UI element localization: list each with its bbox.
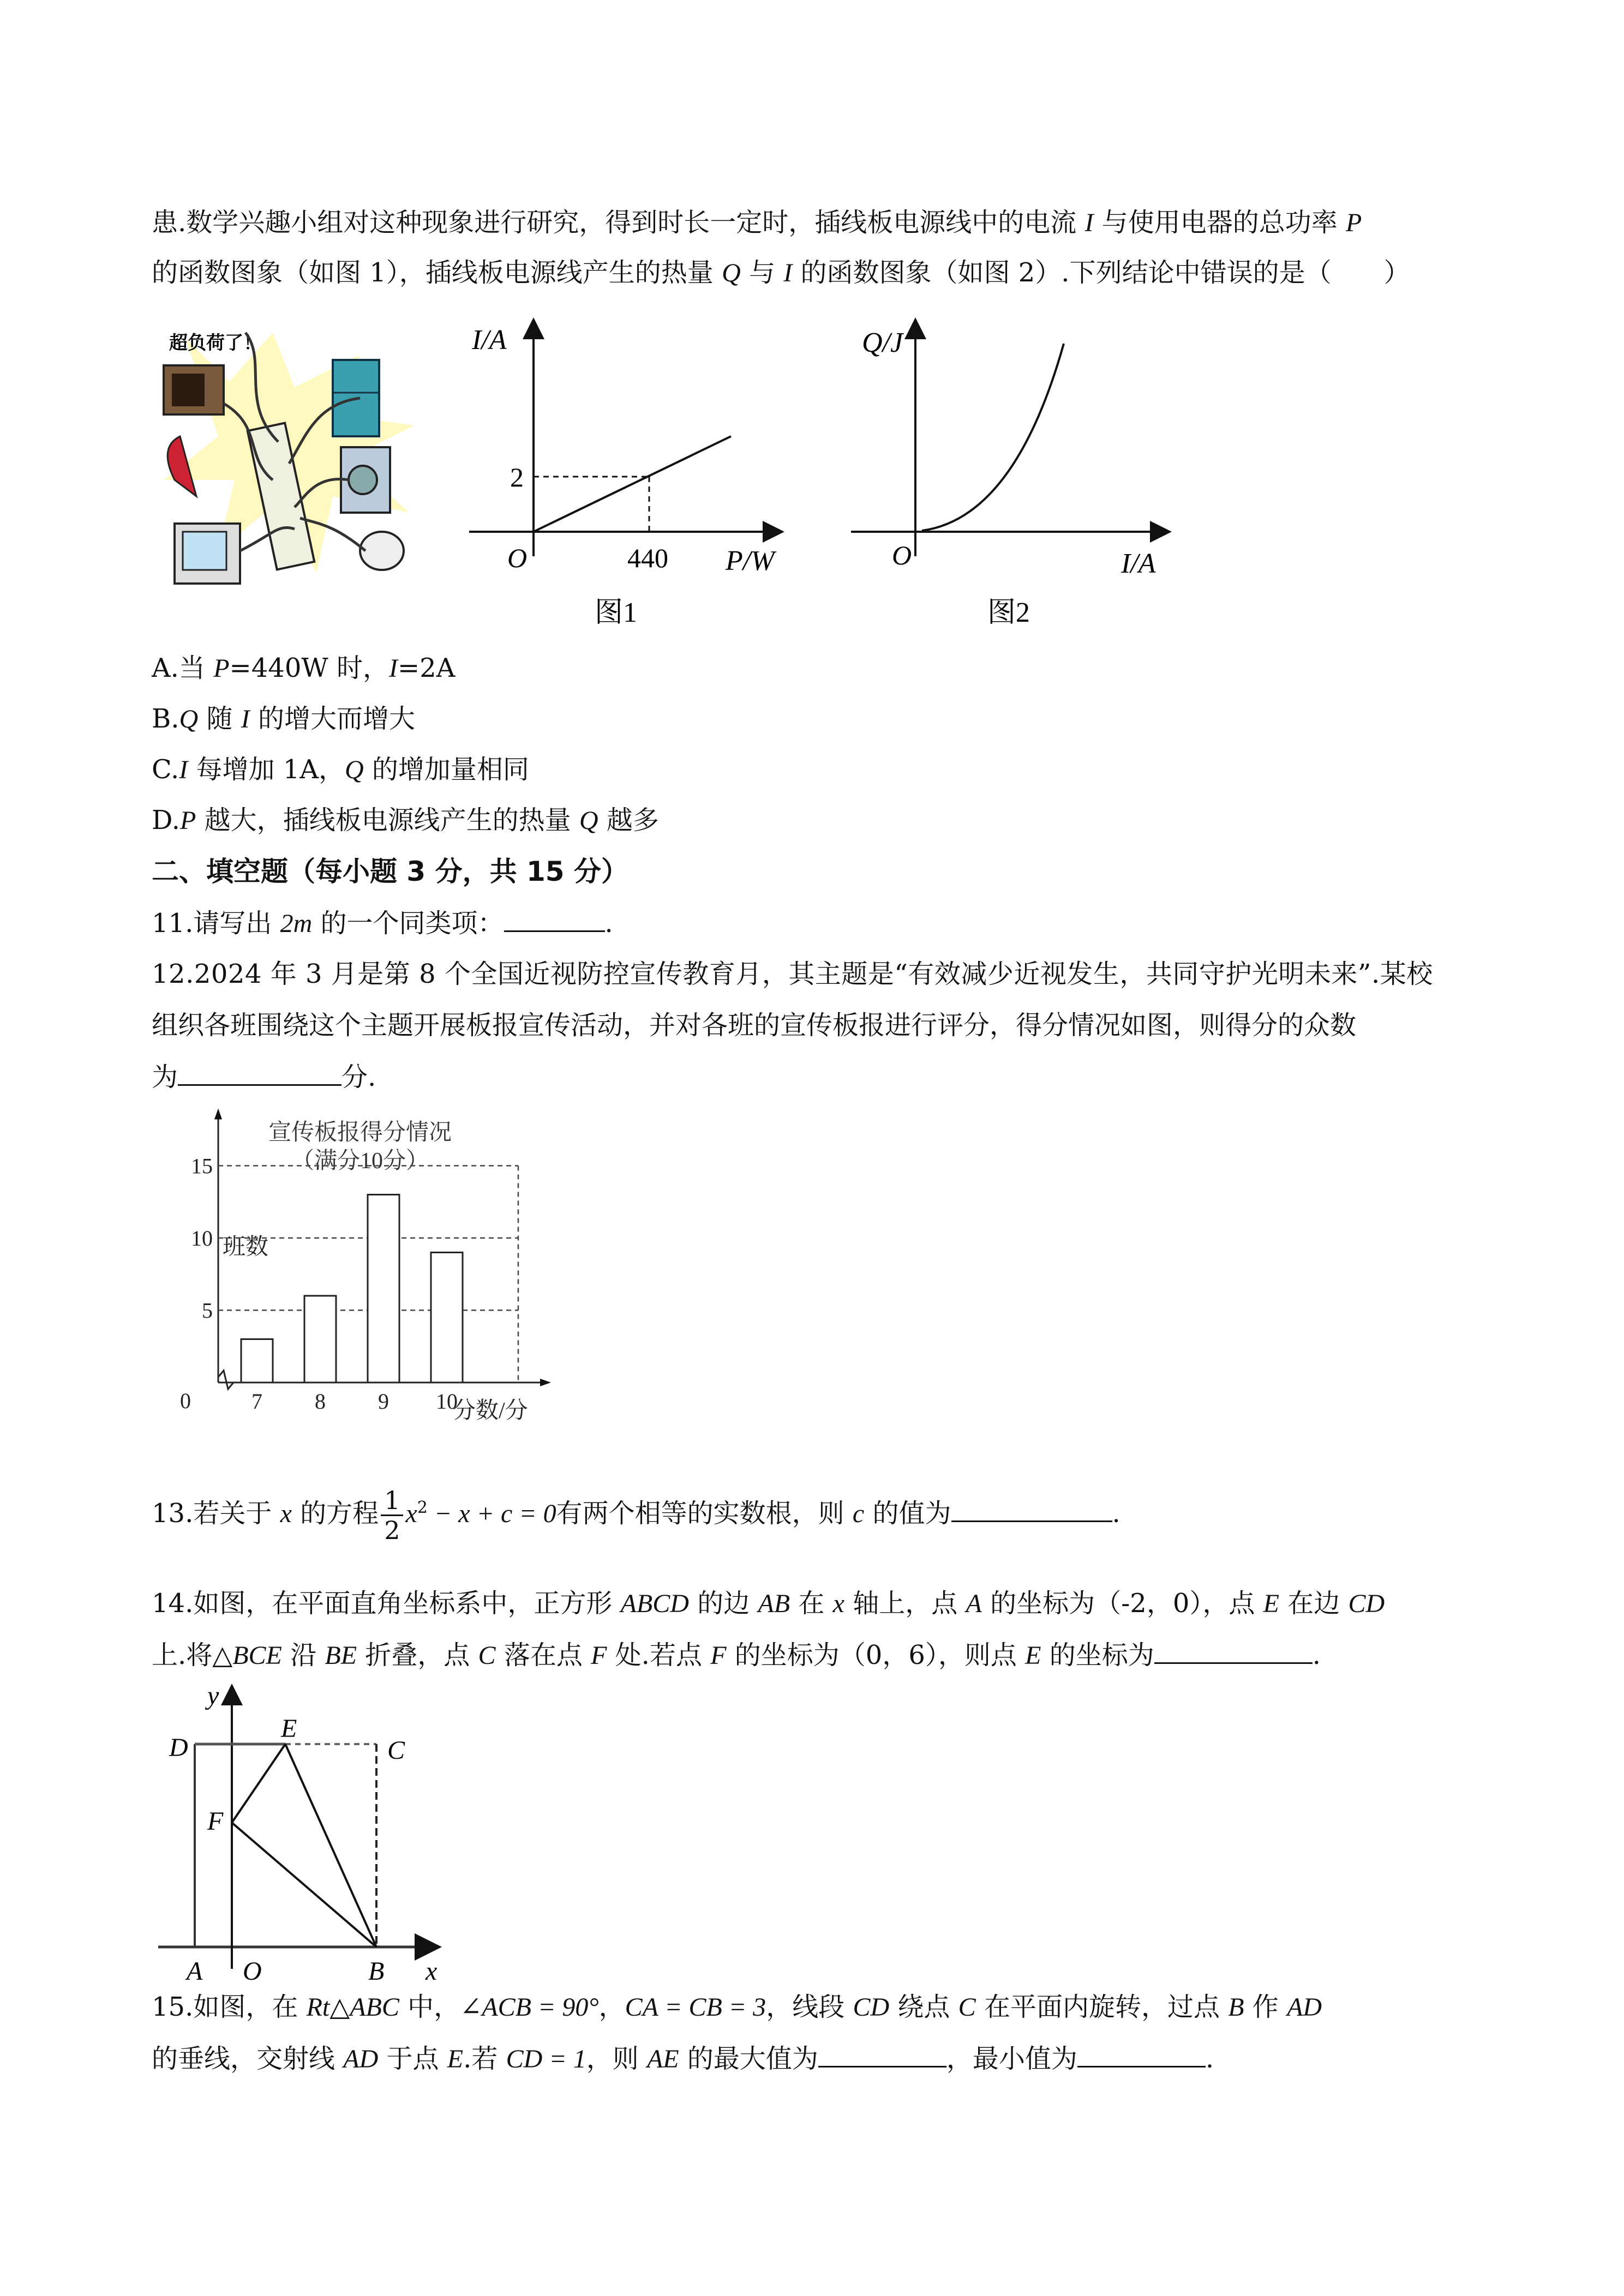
option-text: =440W 时， (229, 653, 389, 683)
label-O: O (243, 1957, 262, 1986)
q15-text: ，最小值为 (946, 2043, 1077, 2074)
q14-text: 的坐标为（-2，0），点 (981, 1588, 1263, 1619)
var-Q: Q (179, 705, 199, 734)
q12-text: 分. (341, 1062, 376, 1092)
figure-2 (835, 311, 1206, 638)
var-I: I (241, 705, 250, 734)
function-curve (922, 344, 1064, 531)
segment-FB (232, 1823, 376, 1947)
math-label: E (1263, 1589, 1279, 1618)
math-label: AD (1287, 1993, 1322, 2022)
math-expr: ∠ACB = 90° (460, 1993, 599, 2022)
q14-text: . (1312, 1640, 1321, 1670)
label-F: F (207, 1807, 224, 1836)
var-P: P (1346, 208, 1362, 237)
math-label: AB (758, 1589, 790, 1618)
q13-text: 的方程 (291, 1498, 379, 1529)
q15-text: 中， (399, 1992, 460, 2022)
bar (241, 1339, 273, 1383)
label-C: C (387, 1736, 405, 1765)
math-label: CD (1348, 1589, 1385, 1618)
answer-blank[interactable] (1154, 1638, 1313, 1664)
q10-text: 患.数学兴趣小组对这种现象进行研究，得到时长一定时，插线板电源线中的电流 (152, 207, 1085, 238)
option-text: 越大，插线板电源线产生的热量 (196, 805, 579, 836)
question-15-line-1 (152, 1991, 1322, 2024)
x-axis-label: 分数/分 (453, 1398, 528, 1423)
question-14-line-2 (152, 1638, 1321, 1672)
q15-text: 的最大值为 (679, 2043, 818, 2074)
q10-text: 的函数图象（如图 1），插线板电源线产生的热量 (152, 257, 722, 288)
illustration-caption: 超负荷了！ (169, 332, 262, 354)
answer-blank[interactable] (504, 906, 605, 932)
q13-text: . (1112, 1498, 1120, 1529)
q14-text: 上.将△ (152, 1640, 233, 1670)
var-I: I (1084, 208, 1094, 237)
q15-text: .若 (463, 2043, 506, 2074)
label-A: A (187, 1957, 203, 1986)
question-14-line-1 (152, 1587, 1385, 1620)
math-expr: CD = 1 (506, 2045, 586, 2073)
q10-text: 的函数图象（如图 2）.下列结论中错误的是（ ） (792, 257, 1410, 288)
q15-text: 的垂线，交射线 (152, 2043, 344, 2074)
y-axis-arrow (214, 1109, 222, 1120)
x-axis-label: I/A (1121, 548, 1156, 579)
bar (368, 1195, 399, 1383)
option-text: 当 (178, 653, 214, 683)
q15-text: 于点 (378, 2043, 447, 2074)
origin-label: O (507, 543, 528, 573)
math-label: E (1025, 1641, 1041, 1670)
q14-text: 沿 (281, 1640, 325, 1670)
question-13 (152, 1478, 1120, 1545)
chart-title: 宣传板报得分情况 (268, 1120, 452, 1145)
var-Q: Q (345, 755, 364, 784)
math-label: ABC (350, 1993, 399, 2022)
q14-text: 的坐标为 (1041, 1640, 1154, 1670)
fraction-numerator: 1 (381, 1486, 403, 1516)
math-expr: 2m (280, 909, 313, 938)
var-Q: Q (722, 259, 741, 287)
question-12-line-3 (152, 1060, 376, 1093)
microwave-window (172, 374, 205, 406)
label-D: D (169, 1733, 188, 1762)
overloaded-power-strip-illustration (153, 316, 436, 589)
function-line (534, 436, 731, 532)
option-text: =2A (397, 653, 456, 683)
x-tick-label: 7 (251, 1389, 262, 1414)
option-a (152, 652, 455, 685)
option-letter: A. (152, 653, 179, 683)
bar (304, 1296, 336, 1383)
fraction-denominator: 2 (384, 1516, 400, 1545)
figure-1 (464, 311, 824, 638)
option-text: 的增大而增大 (249, 704, 415, 734)
q15-text: △ (329, 1992, 350, 2022)
math-label: BE (325, 1641, 357, 1670)
option-c (152, 753, 529, 786)
math-label: A (966, 1589, 982, 1618)
rice-cooker-icon (360, 532, 404, 570)
label-y: y (207, 1681, 219, 1710)
y-tick-label: 10 (191, 1226, 213, 1251)
question-15-line-2 (152, 2042, 1214, 2076)
y-tick-label: 15 (191, 1153, 213, 1179)
fraction-one-half (381, 1486, 403, 1544)
option-text: 的增加量相同 (363, 754, 529, 785)
q14-text: 处.若点 (607, 1640, 711, 1670)
var-x: x (280, 1499, 292, 1528)
exponent: 2 (417, 1498, 428, 1517)
question-12-line-1: 12.2024 年 3 月是第 8 个全国近视防控宣传教育月，其主题是“有效减少近视发生，共同守护光明未来”.某校 (152, 959, 1433, 989)
option-b (152, 702, 415, 736)
label-B: B (368, 1957, 385, 1986)
math-expr: − x + c = 0 (427, 1499, 556, 1528)
var-P: P (180, 806, 196, 835)
x-tick-label: 8 (315, 1389, 326, 1414)
q14-text: 轴上，点 (844, 1588, 966, 1619)
q14-text: 14.如图，在平面直角坐标系中，正方形 (152, 1588, 621, 1619)
label-E: E (281, 1714, 297, 1743)
q10-line-2 (152, 256, 1410, 290)
q11-text: 的一个同类项： (312, 908, 504, 939)
score-bar-chart (158, 1107, 573, 1456)
figure-caption: 图1 (595, 597, 638, 628)
var-c: c (852, 1499, 865, 1528)
origin-label: 0 (180, 1389, 191, 1413)
q15-text: 15.如图，在 (152, 1992, 307, 2022)
var-I: I (388, 654, 398, 683)
chart-subtitle: （满分10分） (291, 1149, 429, 1174)
q14-text: 的边 (688, 1588, 758, 1619)
answer-blank[interactable] (178, 1060, 341, 1086)
math-label: B (1228, 1993, 1244, 2022)
option-text: 随 (198, 704, 241, 734)
y-axis-label: 班数 (223, 1235, 269, 1260)
q15-text: ， (598, 1992, 625, 2022)
x-tick-label: 10 (436, 1389, 458, 1414)
math-label: C (478, 1641, 496, 1670)
var-P: P (213, 654, 230, 683)
math-label: AD (343, 2045, 379, 2073)
question-12-line-2: 组织各班围绕这个主题开展板报宣传活动，并对各班的宣传板报进行评分，得分情况如图，则得分的众数 (152, 1010, 1357, 1041)
q15-text: 作 (1244, 1992, 1287, 2022)
math-label: ABCD (620, 1589, 689, 1618)
q11-text: . (604, 908, 613, 939)
q10-text: 与 (740, 257, 784, 288)
q13-text: 13.若关于 (152, 1498, 280, 1529)
q15-text: 在平面内旋转，过点 (975, 1992, 1229, 2022)
math-label: C (958, 1993, 976, 2022)
math-label: BCE (232, 1641, 282, 1670)
figure-caption: 图2 (987, 597, 1030, 628)
axis-break-symbol (218, 1371, 233, 1389)
square-fold-figure (147, 1681, 464, 1986)
q14-text: 在边 (1279, 1588, 1349, 1619)
x-axis-arrow (540, 1379, 551, 1386)
option-d (152, 804, 659, 837)
y-axis-label: Q/J (862, 327, 903, 358)
question-11 (152, 906, 613, 940)
option-text: 越多 (598, 805, 659, 836)
q15-text: ，则 (586, 2043, 647, 2074)
q12-text: 为 (152, 1062, 178, 1092)
q14-text: 的坐标为（0，6），则点 (726, 1640, 1026, 1670)
answer-blank-min[interactable] (1077, 2042, 1206, 2067)
math-label: Rt (306, 1993, 330, 2022)
q14-text: 折叠，点 (357, 1640, 478, 1670)
answer-blank[interactable] (951, 1496, 1112, 1522)
y-tick-label: 2 (510, 462, 524, 492)
var-x: x (405, 1499, 417, 1528)
q11-text: 11.请写出 (152, 908, 280, 939)
option-text: 每增加 1A， (188, 754, 345, 785)
bar (431, 1253, 463, 1383)
math-label: F (591, 1641, 607, 1670)
q14-text: 落在点 (495, 1640, 591, 1670)
var-I: I (179, 755, 188, 784)
q10-line-1 (152, 206, 1362, 239)
math-label: AE (646, 2045, 679, 2073)
math-label: x (832, 1589, 844, 1618)
math-label: E (447, 2045, 464, 2073)
segment-EF (232, 1744, 285, 1823)
var-Q: Q (579, 806, 598, 835)
section-heading: 二、填空题（每小题 3 分，共 15 分） (152, 856, 628, 887)
var-I: I (783, 259, 793, 287)
math-label: F (710, 1641, 727, 1670)
x-axis-label: P/W (726, 545, 775, 576)
y-tick-label: 5 (202, 1298, 213, 1323)
q10-text: 与使用电器的总功率 (1093, 207, 1346, 238)
answer-blank-max[interactable] (818, 2042, 946, 2067)
math-expr: CA = CB = 3 (625, 1993, 766, 2022)
label-x: x (426, 1957, 438, 1986)
q13-text: 有两个相等的实数根，则 (556, 1498, 853, 1529)
x-tick-label: 9 (378, 1389, 389, 1414)
math-label: CD (853, 1993, 890, 2022)
y-axis-label: I/A (472, 324, 507, 356)
q15-text: 绕点 (889, 1992, 958, 2022)
q13-text: 的值为 (864, 1498, 951, 1529)
x-tick-label: 440 (627, 543, 668, 573)
q14-text: 在 (790, 1588, 833, 1619)
option-letter: C. (152, 754, 179, 785)
origin-label: O (892, 540, 912, 570)
q15-text: . (1205, 2043, 1214, 2074)
option-letter: D. (152, 805, 181, 836)
option-letter: B. (152, 704, 179, 734)
q15-text: ，线段 (766, 1992, 853, 2022)
segment-EB (285, 1744, 376, 1947)
